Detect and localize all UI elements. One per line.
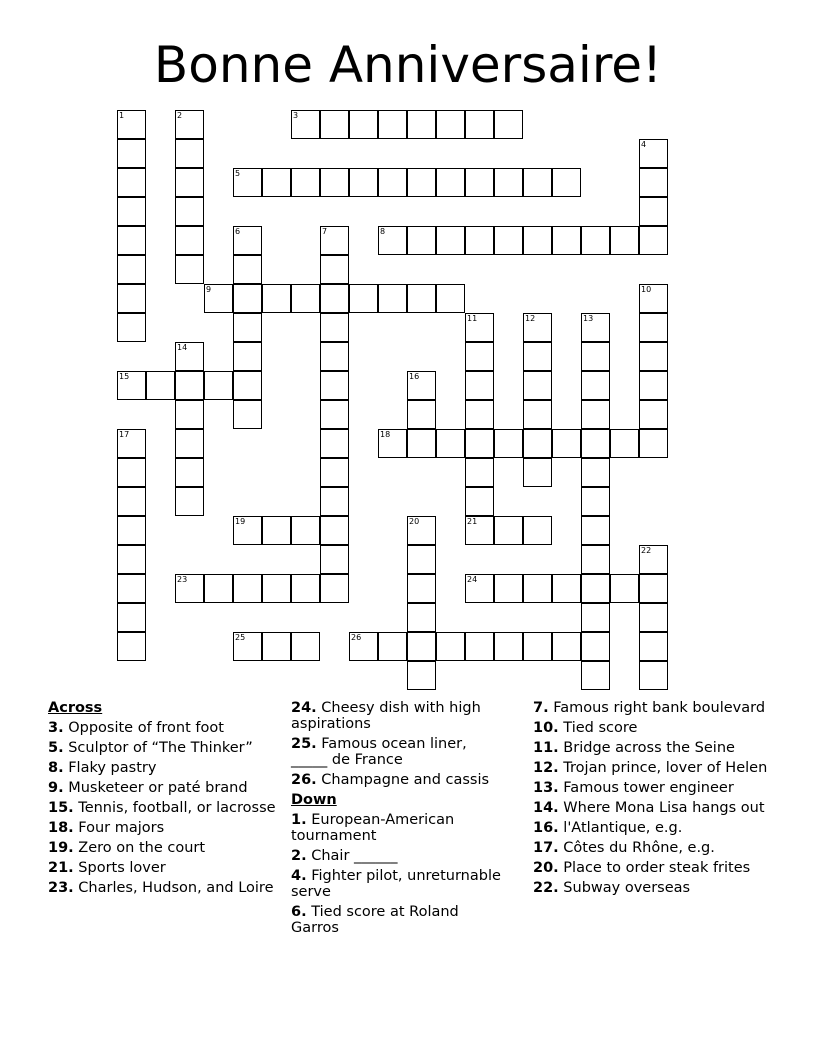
- grid-cell[interactable]: [204, 574, 233, 603]
- across-clue: [48, 880, 280, 896]
- clue-number: 22.: [533, 880, 559, 896]
- clue-number-label: 2: [177, 111, 183, 120]
- clue-number: 1.: [291, 812, 307, 828]
- grid-cell[interactable]: [610, 574, 639, 603]
- clue-number-label: 13: [583, 314, 594, 323]
- down-clue: [533, 700, 783, 716]
- grid-cell[interactable]: [233, 313, 262, 342]
- clue-number: 7.: [533, 700, 549, 716]
- clue-number: 24.: [291, 700, 317, 716]
- grid-cell[interactable]: [523, 516, 552, 545]
- grid-cell[interactable]: [233, 284, 262, 313]
- grid-cell[interactable]: [465, 429, 494, 458]
- grid-cell[interactable]: [262, 632, 291, 661]
- down-clue: [533, 740, 783, 756]
- clue-text: l'Atlantique, e.g.: [563, 820, 683, 836]
- grid-cell[interactable]: [320, 110, 349, 139]
- grid-cell[interactable]: [349, 284, 378, 313]
- down-clue: [291, 848, 503, 864]
- grid-cell[interactable]: [233, 400, 262, 429]
- grid-cell[interactable]: [175, 168, 204, 197]
- grid-cell[interactable]: [639, 284, 668, 313]
- grid-cell[interactable]: [291, 632, 320, 661]
- grid-cell[interactable]: [233, 168, 262, 197]
- grid-cell[interactable]: [117, 284, 146, 313]
- grid-cell[interactable]: [291, 168, 320, 197]
- grid-cell[interactable]: [175, 226, 204, 255]
- grid-cell[interactable]: [407, 284, 436, 313]
- clue-text: Tennis, football, or lacrosse: [78, 800, 276, 816]
- clue-number: 17.: [533, 840, 559, 856]
- puzzle-title: Bonne Anniversaire!: [153, 36, 663, 94]
- grid-cell[interactable]: [320, 255, 349, 284]
- clue-number-label: 1: [119, 111, 125, 120]
- grid-cell[interactable]: [378, 168, 407, 197]
- across-heading: Across: [48, 700, 103, 716]
- grid-cell[interactable]: [523, 429, 552, 458]
- grid-cell[interactable]: [175, 400, 204, 429]
- grid-cell[interactable]: [378, 110, 407, 139]
- clue-number-label: 5: [235, 169, 241, 178]
- clue-number-label: 6: [235, 227, 241, 236]
- grid-cell[interactable]: [465, 371, 494, 400]
- grid-cell[interactable]: [552, 632, 581, 661]
- grid-cell[interactable]: [610, 429, 639, 458]
- grid-cell[interactable]: [117, 603, 146, 632]
- clue-number: 18.: [48, 820, 74, 836]
- grid-cell[interactable]: [349, 632, 378, 661]
- grid-cell[interactable]: [175, 139, 204, 168]
- grid-cell[interactable]: [117, 371, 146, 400]
- grid-cell[interactable]: [465, 516, 494, 545]
- clue-number-label: 16: [409, 372, 420, 381]
- grid-cell[interactable]: [465, 226, 494, 255]
- grid-cell[interactable]: [465, 574, 494, 603]
- clue-number-label: 8: [380, 227, 386, 236]
- clue-text: Bridge across the Seine: [563, 740, 735, 756]
- grid-cell[interactable]: [581, 632, 610, 661]
- grid-cell[interactable]: [552, 429, 581, 458]
- clue-number: 8.: [48, 760, 64, 776]
- grid-cell[interactable]: [117, 458, 146, 487]
- grid-cell[interactable]: [117, 574, 146, 603]
- across-clue: [48, 820, 280, 836]
- across-clue: [291, 700, 503, 732]
- grid-cell[interactable]: [465, 400, 494, 429]
- grid-cell[interactable]: [639, 545, 668, 574]
- grid-cell[interactable]: [320, 545, 349, 574]
- across-clue: [48, 860, 280, 876]
- clue-number-label: 24: [467, 575, 478, 584]
- grid-cell[interactable]: [639, 603, 668, 632]
- grid-cell[interactable]: [320, 313, 349, 342]
- grid-cell[interactable]: [639, 168, 668, 197]
- grid-cell[interactable]: [639, 371, 668, 400]
- grid-cell[interactable]: [407, 371, 436, 400]
- clues-column-3: [533, 700, 783, 900]
- across-clue: [48, 760, 280, 776]
- clue-number-label: 14: [177, 343, 188, 352]
- clue-number-label: 21: [467, 517, 478, 526]
- grid-cell[interactable]: [581, 603, 610, 632]
- clue-number-label: 12: [525, 314, 536, 323]
- grid-cell[interactable]: [407, 400, 436, 429]
- down-clue: [533, 880, 783, 896]
- clue-text: Subway overseas: [563, 880, 691, 896]
- grid-cell[interactable]: [349, 110, 378, 139]
- grid-cell[interactable]: [204, 371, 233, 400]
- grid-cell[interactable]: [494, 516, 523, 545]
- grid-cell[interactable]: [639, 139, 668, 168]
- grid-cell[interactable]: [465, 632, 494, 661]
- grid-cell[interactable]: [233, 632, 262, 661]
- grid-cell[interactable]: [523, 342, 552, 371]
- grid-cell[interactable]: [117, 516, 146, 545]
- clue-number: 3.: [48, 720, 64, 736]
- clue-text: Tied score: [563, 720, 638, 736]
- grid-cell[interactable]: [175, 197, 204, 226]
- clue-text: Sports lover: [78, 860, 166, 876]
- grid-cell[interactable]: [465, 110, 494, 139]
- clue-number-label: 23: [177, 575, 188, 584]
- clue-number: 19.: [48, 840, 74, 856]
- grid-cell[interactable]: [320, 516, 349, 545]
- grid-cell[interactable]: [494, 429, 523, 458]
- clue-number: 25.: [291, 736, 317, 752]
- down-clue: [533, 860, 783, 876]
- grid-cell[interactable]: [552, 574, 581, 603]
- clue-text: Flaky pastry: [68, 760, 157, 776]
- grid-cell[interactable]: [233, 226, 262, 255]
- clue-number: 9.: [48, 780, 64, 796]
- grid-cell[interactable]: [465, 342, 494, 371]
- down-clue: [291, 812, 503, 844]
- grid-cell[interactable]: [233, 574, 262, 603]
- down-clue: [533, 820, 783, 836]
- clue-text: Fighter pilot, unreturnable serve: [291, 868, 501, 900]
- clue-text: Tied score at Roland Garros: [291, 904, 459, 936]
- grid-cell[interactable]: [581, 545, 610, 574]
- grid-cell[interactable]: [320, 429, 349, 458]
- grid-cell[interactable]: [117, 429, 146, 458]
- grid-cell[interactable]: [117, 255, 146, 284]
- grid-cell[interactable]: [436, 632, 465, 661]
- clue-text: Famous right bank boulevard: [553, 700, 766, 716]
- across-clue: [48, 740, 280, 756]
- grid-cell[interactable]: [639, 661, 668, 690]
- grid-cell[interactable]: [552, 226, 581, 255]
- grid-cell[interactable]: [581, 516, 610, 545]
- across-clue: [48, 800, 280, 816]
- grid-cell[interactable]: [262, 516, 291, 545]
- grid-cell[interactable]: [407, 661, 436, 690]
- clue-text: Trojan prince, lover of Helen: [563, 760, 768, 776]
- clue-number: 6.: [291, 904, 307, 920]
- clue-number-label: 3: [293, 111, 299, 120]
- grid-cell[interactable]: [204, 284, 233, 313]
- clue-text: Opposite of front foot: [68, 720, 224, 736]
- clue-number: 5.: [48, 740, 64, 756]
- down-clue: [533, 840, 783, 856]
- grid-cell[interactable]: [175, 342, 204, 371]
- grid-cell[interactable]: [494, 574, 523, 603]
- grid-cell[interactable]: [523, 313, 552, 342]
- clue-number-label: 9: [206, 285, 212, 294]
- grid-cell[interactable]: [233, 371, 262, 400]
- grid-cell[interactable]: [117, 139, 146, 168]
- grid-cell[interactable]: [581, 342, 610, 371]
- clue-text: Cheesy dish with high aspirations: [291, 700, 481, 732]
- grid-cell[interactable]: [639, 400, 668, 429]
- grid-cell[interactable]: [494, 168, 523, 197]
- grid-cell[interactable]: [146, 371, 175, 400]
- grid-cell[interactable]: [581, 458, 610, 487]
- grid-cell[interactable]: [291, 574, 320, 603]
- grid-cell[interactable]: [378, 429, 407, 458]
- grid-cell[interactable]: [523, 632, 552, 661]
- grid-cell[interactable]: [436, 110, 465, 139]
- grid-cell[interactable]: [494, 110, 523, 139]
- grid-cell[interactable]: [320, 574, 349, 603]
- clue-text: Sculptor of “The Thinker”: [68, 740, 253, 756]
- grid-cell[interactable]: [581, 487, 610, 516]
- across-clue: [48, 840, 280, 856]
- clue-number: 12.: [533, 760, 559, 776]
- clue-number: 13.: [533, 780, 559, 796]
- grid-cell[interactable]: [552, 168, 581, 197]
- grid-cell[interactable]: [494, 632, 523, 661]
- clue-text: Where Mona Lisa hangs out: [563, 800, 765, 816]
- clue-number-label: 7: [322, 227, 328, 236]
- grid-cell[interactable]: [436, 168, 465, 197]
- across-clue: [48, 780, 280, 796]
- grid-cell[interactable]: [465, 313, 494, 342]
- clue-number-label: 4: [641, 140, 647, 149]
- clue-text: European-American tournament: [291, 812, 455, 844]
- clue-number: 14.: [533, 800, 559, 816]
- grid-cell[interactable]: [291, 284, 320, 313]
- grid-cell[interactable]: [407, 226, 436, 255]
- clues-column-1: [48, 700, 280, 900]
- grid-cell[interactable]: [175, 458, 204, 487]
- grid-cell[interactable]: [175, 110, 204, 139]
- grid-cell[interactable]: [262, 574, 291, 603]
- grid-cell[interactable]: [407, 110, 436, 139]
- grid-cell[interactable]: [523, 458, 552, 487]
- clue-number-label: 10: [641, 285, 652, 294]
- clue-number-label: 15: [119, 372, 130, 381]
- grid-cell[interactable]: [639, 429, 668, 458]
- clue-number-label: 18: [380, 430, 391, 439]
- grid-cell[interactable]: [175, 429, 204, 458]
- grid-cell[interactable]: [639, 632, 668, 661]
- clue-number: 26.: [291, 772, 317, 788]
- clue-text: Zero on the court: [78, 840, 206, 856]
- grid-cell[interactable]: [465, 168, 494, 197]
- grid-cell[interactable]: [436, 226, 465, 255]
- grid-cell[interactable]: [436, 284, 465, 313]
- grid-cell[interactable]: [117, 168, 146, 197]
- down-clue: [533, 760, 783, 776]
- clue-number: 2.: [291, 848, 307, 864]
- clue-number-label: 17: [119, 430, 130, 439]
- grid-cell[interactable]: [320, 371, 349, 400]
- grid-cell[interactable]: [407, 429, 436, 458]
- grid-cell[interactable]: [378, 632, 407, 661]
- grid-cell[interactable]: [262, 284, 291, 313]
- grid-cell[interactable]: [262, 168, 291, 197]
- grid-cell[interactable]: [407, 168, 436, 197]
- grid-cell[interactable]: [320, 458, 349, 487]
- clue-text: Four majors: [78, 820, 165, 836]
- grid-cell[interactable]: [581, 429, 610, 458]
- clue-number-label: 20: [409, 517, 420, 526]
- across-clue: [291, 772, 503, 788]
- grid-cell[interactable]: [523, 400, 552, 429]
- grid-cell[interactable]: [639, 313, 668, 342]
- grid-cell[interactable]: [581, 371, 610, 400]
- grid-cell[interactable]: [407, 574, 436, 603]
- grid-cell[interactable]: [320, 168, 349, 197]
- grid-cell[interactable]: [320, 400, 349, 429]
- grid-cell[interactable]: [117, 632, 146, 661]
- grid-cell[interactable]: [175, 371, 204, 400]
- clue-text: Chair ______: [311, 848, 398, 864]
- across-clue: [291, 736, 503, 768]
- grid-cell[interactable]: [610, 226, 639, 255]
- clue-number: 20.: [533, 860, 559, 876]
- down-clue: [291, 868, 503, 900]
- grid-cell[interactable]: [465, 487, 494, 516]
- clue-text: Famous tower engineer: [563, 780, 734, 796]
- grid-cell[interactable]: [523, 371, 552, 400]
- grid-cell[interactable]: [117, 487, 146, 516]
- grid-cell[interactable]: [436, 429, 465, 458]
- grid-cell[interactable]: [378, 284, 407, 313]
- grid-cell[interactable]: [117, 197, 146, 226]
- grid-cell[interactable]: [233, 516, 262, 545]
- grid-cell[interactable]: [117, 313, 146, 342]
- grid-cell[interactable]: [320, 342, 349, 371]
- grid-cell[interactable]: [581, 661, 610, 690]
- down-clue: [533, 800, 783, 816]
- grid-cell[interactable]: [639, 226, 668, 255]
- clue-text: Champagne and cassis: [321, 772, 490, 788]
- clue-number-label: 22: [641, 546, 652, 555]
- grid-cell[interactable]: [639, 342, 668, 371]
- grid-cell[interactable]: [175, 487, 204, 516]
- down-clue: [533, 720, 783, 736]
- grid-cell[interactable]: [117, 545, 146, 574]
- grid-cell[interactable]: [639, 197, 668, 226]
- clue-number: 10.: [533, 720, 559, 736]
- down-heading: Down: [291, 792, 337, 808]
- grid-cell[interactable]: [581, 313, 610, 342]
- clue-number-label: 11: [467, 314, 478, 323]
- down-clue: [533, 780, 783, 796]
- clue-number-label: 25: [235, 633, 246, 642]
- clue-number: 11.: [533, 740, 559, 756]
- grid-cell[interactable]: [320, 487, 349, 516]
- grid-cell[interactable]: [581, 574, 610, 603]
- clue-text: Famous ocean liner, _____ de France: [291, 736, 467, 768]
- clue-text: Charles, Hudson, and Loire: [78, 880, 274, 896]
- grid-cell[interactable]: [523, 574, 552, 603]
- grid-cell[interactable]: [407, 632, 436, 661]
- clue-text: Côtes du Rhône, e.g.: [563, 840, 715, 856]
- down-clue: [291, 904, 503, 936]
- grid-cell[interactable]: [523, 226, 552, 255]
- grid-cell[interactable]: [494, 226, 523, 255]
- grid-cell[interactable]: [581, 226, 610, 255]
- grid-cell[interactable]: [117, 226, 146, 255]
- grid-cell[interactable]: [378, 226, 407, 255]
- clues-column-2: [291, 700, 503, 940]
- clue-number-label: 26: [351, 633, 362, 642]
- clue-text: Musketeer or paté brand: [68, 780, 248, 796]
- grid-cell[interactable]: [639, 574, 668, 603]
- clue-number: 4.: [291, 868, 307, 884]
- grid-cell[interactable]: [233, 255, 262, 284]
- grid-cell[interactable]: [581, 400, 610, 429]
- grid-cell[interactable]: [117, 110, 146, 139]
- grid-cell[interactable]: [233, 342, 262, 371]
- across-clue: [48, 720, 280, 736]
- grid-cell[interactable]: [291, 110, 320, 139]
- grid-cell[interactable]: [320, 226, 349, 255]
- grid-cell[interactable]: [175, 574, 204, 603]
- clue-number: 16.: [533, 820, 559, 836]
- grid-cell[interactable]: [407, 603, 436, 632]
- clue-number: 15.: [48, 800, 74, 816]
- grid-cell[interactable]: [291, 516, 320, 545]
- grid-cell[interactable]: [465, 458, 494, 487]
- clue-number: 23.: [48, 880, 74, 896]
- grid-cell[interactable]: [320, 284, 349, 313]
- grid-cell[interactable]: [407, 545, 436, 574]
- clue-text: Place to order steak frites: [563, 860, 751, 876]
- grid-cell[interactable]: [175, 255, 204, 284]
- grid-cell[interactable]: [407, 516, 436, 545]
- grid-cell[interactable]: [349, 168, 378, 197]
- clue-number-label: 19: [235, 517, 246, 526]
- clue-number: 21.: [48, 860, 74, 876]
- grid-cell[interactable]: [523, 168, 552, 197]
